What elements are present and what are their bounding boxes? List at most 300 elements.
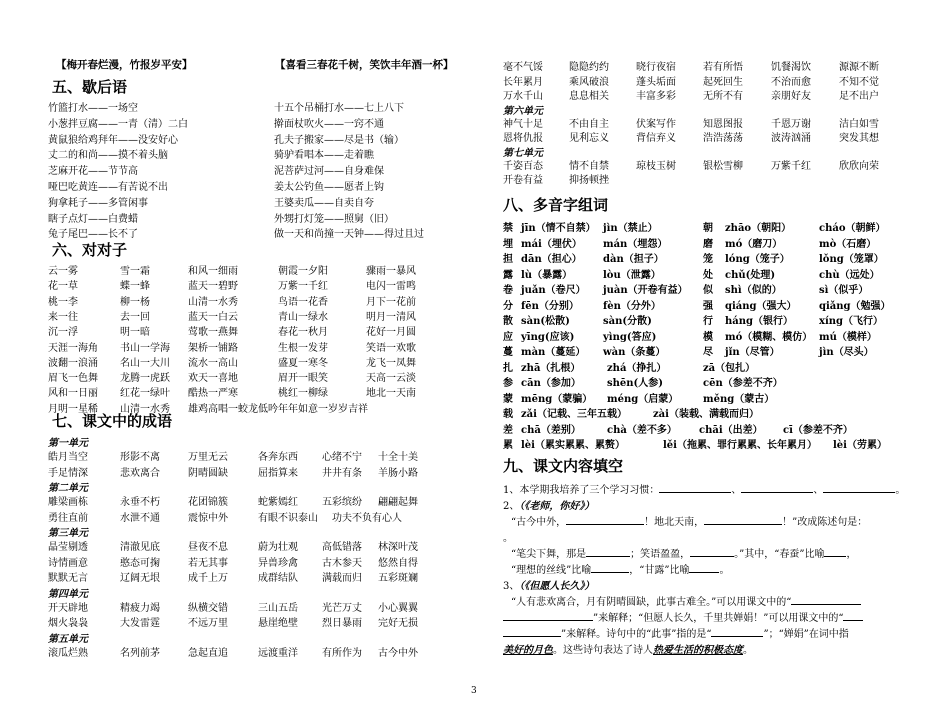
list-cell: 龙飞一凤舞 <box>366 357 416 369</box>
list-cell: 花一草 <box>48 281 78 293</box>
polyphone-cell: 载 <box>503 409 513 420</box>
list-cell: 满载而归 <box>322 573 362 584</box>
question-2-title: （《老师，你好》） <box>519 501 595 512</box>
polyphone-cell: 累 <box>503 440 513 451</box>
blank[interactable] <box>791 594 861 605</box>
polyphone-cell: 模 <box>703 331 713 343</box>
list-cell: 欣欣向荣 <box>839 160 879 172</box>
list-cell: 电闪一雷鸣 <box>366 281 416 293</box>
list-cell: 朝霞一夕阳 <box>278 266 328 277</box>
list-cell: 波翻一浪涌 <box>48 357 98 369</box>
list-cell: 完好无损 <box>378 618 418 629</box>
polyphone-cell: cháo（朝鲜） <box>819 223 886 234</box>
list-cell: 见利忘义 <box>569 133 609 144</box>
list-cell: 笑语一欢歌 <box>366 342 416 354</box>
list-cell: 辽阔无垠 <box>120 573 160 584</box>
polyphone-cell: 行 <box>703 316 713 327</box>
blank[interactable] <box>689 562 719 573</box>
list-cell: 天高一云淡 <box>366 373 416 385</box>
list-cell: 有眼不识泰山 <box>258 512 318 524</box>
polyphone-cell: méng（启蒙） <box>607 393 679 405</box>
blank[interactable] <box>591 562 629 573</box>
blank[interactable] <box>823 482 895 493</box>
list-cell: 烟火袅袅 <box>48 618 88 629</box>
list-cell: 雄鸡高唱一蛟龙低吟 <box>188 403 278 415</box>
q2-text: 。”其中，“春蚕”比喻 <box>734 549 825 560</box>
list-cell: 竹篮打水——一场空 <box>48 103 138 114</box>
list-cell: 万水千山 <box>503 91 543 102</box>
list-cell: 青山一绿水 <box>278 311 328 323</box>
polyphone-cell: 禁 <box>503 223 513 234</box>
list-cell: 长年累月 <box>503 76 543 88</box>
unit-heading: 第四单元 <box>48 588 88 600</box>
polyphone-cell: 埋 <box>503 238 513 250</box>
list-cell: 若有所悟 <box>703 62 743 73</box>
polyphone-cell: yìng(答应) <box>603 331 657 343</box>
q2-text: “笔尖下舞，那是 <box>511 549 587 560</box>
list-cell: 洁白如雪 <box>839 118 879 130</box>
q2-text: ， <box>846 549 857 560</box>
polyphone-cell: cān（参加） <box>521 378 581 389</box>
question-3-number: 3、 <box>503 581 520 592</box>
list-cell: 眉开一眼笑 <box>278 373 328 385</box>
polyphone-cell: sì（似乎） <box>819 285 869 296</box>
list-cell: 地北一天南 <box>366 388 416 400</box>
list-cell: 流水一高山 <box>188 357 238 369</box>
polyphone-cell: chā（差别） <box>521 424 581 436</box>
list-cell: 柳一杨 <box>120 296 150 308</box>
polyphone-cell: 卷 <box>503 285 513 296</box>
list-cell: 诗情画意 <box>48 557 88 569</box>
list-cell: 天涯一海角 <box>48 342 98 354</box>
list-cell: 孔夫子搬家——尽是书（输） <box>274 134 404 146</box>
list-cell: 蓝天一白云 <box>188 311 238 323</box>
header-left-couplet: 【梅开春烂漫，竹报岁平安】 <box>56 59 193 71</box>
list-cell: 银松雪柳 <box>703 160 743 172</box>
q3-text: 。这些诗句表达了诗人 <box>553 645 653 656</box>
list-cell: 姜太公钓鱼——愿者上钩 <box>274 182 384 193</box>
unit-heading: 第六单元 <box>503 105 543 117</box>
question-1-text: 1、本学期我培养了三个学习习惯： <box>503 485 660 496</box>
list-cell: 晶莹剔透 <box>48 542 88 553</box>
blank[interactable] <box>824 546 846 557</box>
list-cell: 足不出户 <box>839 91 879 102</box>
list-cell: 开卷有益 <box>503 175 543 186</box>
polyphone-cell: 参 <box>503 378 513 389</box>
list-cell: 雪一霜 <box>120 266 150 277</box>
q2-text: ；笑语盈盈， <box>630 549 691 560</box>
polyphone-cell: sàn(分散) <box>603 316 652 327</box>
question-3-line-1 <box>511 593 861 608</box>
list-cell: 五彩斑斓 <box>378 573 418 584</box>
list-cell: 蔚为壮观 <box>258 542 298 553</box>
blank[interactable] <box>503 610 593 621</box>
list-cell: 擀面杖吹火——一窍不通 <box>274 118 384 130</box>
list-cell: 雕梁画栋 <box>48 497 88 508</box>
list-cell: 十五个吊桶打水——七上八下 <box>274 103 404 114</box>
blank[interactable] <box>586 546 630 557</box>
polyphone-cell: 分 <box>503 300 513 312</box>
question-3-line-4 <box>503 641 753 656</box>
q2-text: ，“甘露”比喻 <box>629 565 690 576</box>
list-cell: 鸟语一花香 <box>278 296 328 308</box>
polyphone-cell: jìn（禁止） <box>603 223 658 234</box>
polyphone-cell: dān（担心） <box>521 254 582 265</box>
polyphone-cell: qiáng（强大） <box>725 300 797 312</box>
list-cell: 云一雾 <box>48 266 78 277</box>
list-cell: 去一回 <box>120 311 150 323</box>
list-cell: 骑驴看唱本——走着瞧 <box>274 150 374 162</box>
list-cell: 万里无云 <box>188 452 228 463</box>
list-cell: 做一天和尚撞一天钟——得过且过 <box>274 229 424 241</box>
list-cell: 源源不断 <box>839 62 879 73</box>
polyphone-cell: 应 <box>503 331 513 343</box>
polyphone-cell: dàn（担子） <box>603 254 664 265</box>
question-3-line-3 <box>503 625 849 640</box>
list-cell: 哑巴吃黄连——有苦说不出 <box>48 182 168 193</box>
list-cell: 五彩缤纷 <box>322 497 362 508</box>
list-cell: 蓬头垢面 <box>636 76 676 88</box>
polyphone-cell: 差 <box>503 424 513 436</box>
polyphone-cell: zǎi（记载、三年五载） <box>521 409 627 420</box>
blank[interactable] <box>566 514 644 525</box>
section-8-title: 八、多音字组词 <box>503 196 609 214</box>
list-cell: 千恩万谢 <box>771 118 811 130</box>
list-cell: 背信弃义 <box>636 133 676 144</box>
list-cell: 息息相关 <box>569 91 609 102</box>
question-3-line-2 <box>503 609 863 624</box>
list-cell: 芝麻开花——节节高 <box>48 166 138 178</box>
list-cell: 千姿百态 <box>503 160 543 172</box>
list-cell: 勇往直前 <box>48 512 88 524</box>
list-cell: 山清一水秀 <box>120 403 170 415</box>
list-cell: 突发其想 <box>839 133 879 144</box>
list-cell: 恩将仇报 <box>503 133 543 144</box>
polyphone-cell: 担 <box>503 254 513 265</box>
list-cell: 欢天一喜地 <box>188 373 238 385</box>
polyphone-cell: yīng(应该) <box>521 331 575 343</box>
section-6-title: 六、对对子 <box>52 241 128 259</box>
list-cell: 有所作为 <box>322 647 362 659</box>
polyphone-cell: chà（差不多） <box>607 424 677 436</box>
q2-text: “理想的丝线”比喻 <box>511 565 592 576</box>
polyphone-cell: lóng（笼子） <box>725 254 790 265</box>
q2-text: “古今中外， <box>511 517 567 528</box>
list-cell: 盛夏一寒冬 <box>278 357 328 369</box>
unit-heading: 第三单元 <box>48 528 88 539</box>
polyphone-cell: juǎn（卷尺） <box>521 285 586 296</box>
list-cell: 骤雨一暴风 <box>366 266 416 277</box>
q3-text: “人有悲欢离合，月有阴晴圆缺，此事古难全。”可以用课文中的“ <box>511 597 792 608</box>
list-cell: 小葱拌豆腐——一青（清）二白 <box>48 118 188 130</box>
polyphone-cell: měng（蒙古） <box>703 393 775 405</box>
list-cell: 风和一日丽 <box>48 388 98 400</box>
list-cell: 兔子尾巴——长不了 <box>48 229 138 241</box>
list-cell: 山清一水秀 <box>188 296 238 308</box>
list-cell: 小心翼翼 <box>378 602 418 614</box>
list-cell: 桃一李 <box>48 296 78 308</box>
polyphone-cell: 蔓 <box>503 347 513 358</box>
list-cell: 皓月当空 <box>48 452 88 463</box>
list-cell: 憨态可掬 <box>120 557 160 569</box>
list-cell: 黄鼠狼给鸡拜年——没安好心 <box>48 134 178 146</box>
list-cell: 乘风破浪 <box>569 76 609 88</box>
polyphone-cell: chù（远处） <box>819 269 880 281</box>
polyphone-cell: 磨 <box>703 238 713 250</box>
polyphone-cell: mò（石磨） <box>819 238 877 250</box>
list-cell: 春花一秋月 <box>278 327 328 339</box>
polyphone-cell: lǒng（笼罩） <box>819 254 884 265</box>
polyphone-cell: 处 <box>703 269 713 281</box>
list-cell: 来一往 <box>48 311 78 323</box>
polyphone-cell: chāi（出差） <box>699 424 763 436</box>
list-cell: 名山一大川 <box>120 357 170 369</box>
list-cell: 成千上万 <box>188 573 228 584</box>
list-cell: 井井有条 <box>322 467 362 479</box>
polyphone-cell: 笼 <box>703 254 713 265</box>
polyphone-cell: mó（磨刀） <box>725 238 783 250</box>
polyphone-cell: jìn（尽头） <box>819 347 874 358</box>
polyphone-cell: qiǎng（勉强） <box>819 300 891 312</box>
list-cell: 知恩图报 <box>703 118 743 130</box>
list-cell: 心绪不宁 <box>322 452 362 463</box>
list-cell: 急起直追 <box>188 647 228 659</box>
list-cell: 晓行夜宿 <box>636 62 676 73</box>
list-cell: 不远万里 <box>188 618 228 629</box>
list-cell: 各奔东西 <box>258 452 298 463</box>
question-2-line-4 <box>511 561 729 576</box>
list-cell: 波涛汹涌 <box>771 133 811 144</box>
list-cell: 悲欢离合 <box>120 467 160 479</box>
list-cell: 翩翩起舞 <box>378 497 418 508</box>
polyphone-cell: lù（暴露） <box>521 269 573 281</box>
polyphone-cell: shēn(人参) <box>607 378 663 389</box>
question-3-title: （《但愿人长久》） <box>519 581 595 592</box>
blank[interactable] <box>704 514 782 525</box>
list-cell: 若无其事 <box>188 557 228 569</box>
polyphone-cell: 朝 <box>703 223 713 234</box>
section-9-title: 九、课文内容填空 <box>503 457 624 475</box>
list-cell: 丰富多彩 <box>636 91 676 102</box>
list-cell: 莺歌一燕舞 <box>188 327 238 339</box>
list-cell: 生根一发芽 <box>278 342 328 354</box>
list-cell: 饥餐渴饮 <box>771 62 811 73</box>
blank[interactable] <box>503 626 561 637</box>
list-cell: 功夫不负有心人 <box>332 512 402 524</box>
list-cell: 泥菩萨过河——自身难保 <box>274 166 384 178</box>
list-cell: 不治而愈 <box>771 76 811 88</box>
q3-answer: 热爱生活的积极态度 <box>653 645 743 656</box>
blank[interactable] <box>843 610 863 621</box>
list-cell: 蝶一蜂 <box>120 281 150 293</box>
list-cell: 水泄不通 <box>120 512 160 524</box>
list-cell: 月明一星稀 <box>48 403 98 415</box>
list-cell: 隐隐约约 <box>569 62 609 73</box>
list-cell: 远渡重洋 <box>258 647 298 659</box>
polyphone-cell: chǔ(处理) <box>725 269 776 281</box>
polyphone-cell: háng（银行） <box>725 316 794 327</box>
polyphone-cell: mēng（蒙骗） <box>521 393 593 405</box>
polyphone-cell: 露 <box>503 269 513 281</box>
polyphone-cell: juàn（开卷有益） <box>603 285 688 296</box>
polyphone-cell: mán（埋怨） <box>603 238 668 250</box>
list-cell: 滚瓜烂熟 <box>48 647 88 659</box>
question-1: 1、本学期我培养了三个学习习惯： 、 、 。 <box>503 481 905 496</box>
question-2-number: 2、 <box>503 501 520 512</box>
question-2-line-3 <box>511 545 856 560</box>
list-cell: 悠然自得 <box>378 557 418 569</box>
list-cell: 万紫千红 <box>771 160 811 172</box>
list-cell: 成群结队 <box>258 573 298 584</box>
list-cell: 蓝天一碧野 <box>188 281 238 293</box>
question-2-line-2 <box>503 529 513 544</box>
list-cell: 龙腾一虎跃 <box>120 373 170 385</box>
blank[interactable] <box>690 546 734 557</box>
polyphone-cell: mái（埋伏） <box>521 238 582 250</box>
list-cell: 花好一月圆 <box>366 327 416 339</box>
list-cell: 古木参天 <box>322 557 362 569</box>
polyphone-cell: zhá（挣扎） <box>607 362 667 374</box>
polyphone-cell: jīn（情不自禁） <box>521 223 596 234</box>
polyphone-cell: lèi（累实累累、累赘） <box>521 440 625 451</box>
list-cell: 名列前茅 <box>120 647 160 659</box>
list-cell: 眉飞一色舞 <box>48 373 98 385</box>
q3-answer: 美好的月色 <box>503 645 553 656</box>
list-cell: 阴晴圆缺 <box>188 467 228 479</box>
polyphone-cell: fèn（分外） <box>603 300 661 312</box>
polyphone-cell: wàn（条蔓） <box>603 347 666 358</box>
unit-heading: 第一单元 <box>48 438 88 449</box>
page-number: 3 <box>471 686 477 696</box>
list-cell: 林深叶茂 <box>378 542 418 553</box>
question-3-heading <box>503 577 594 592</box>
polyphone-cell: cī（参差不齐） <box>783 424 853 436</box>
list-cell: 情不自禁 <box>569 160 609 172</box>
q3-text: ”来解释；“但愿人长久，千里共婵娟！”可以用课文中的“ <box>593 613 844 624</box>
list-cell: 万紫一千红 <box>278 281 328 293</box>
list-cell: 和风一细雨 <box>188 266 238 277</box>
list-cell: 古今中外 <box>378 647 418 659</box>
list-cell: 神气十足 <box>503 118 543 130</box>
polyphone-cell: 扎 <box>503 362 513 374</box>
list-cell: 浩浩荡荡 <box>703 133 743 144</box>
blank[interactable] <box>711 626 763 637</box>
list-cell: 蛇紫嫣红 <box>258 497 298 508</box>
list-cell: 手足情深 <box>48 467 88 479</box>
list-cell: 精疲力竭 <box>120 602 160 614</box>
list-cell: 震惊中外 <box>188 512 228 524</box>
list-cell: 沉一浮 <box>48 327 78 339</box>
list-cell: 王婆卖瓜——自卖自夸 <box>274 197 374 209</box>
list-cell: 烈日暴雨 <box>322 618 362 629</box>
section-5-title: 五、歇后语 <box>52 78 128 96</box>
polyphone-cell: zhāo（朝阳） <box>725 223 792 234</box>
list-cell: 无所不有 <box>703 91 743 102</box>
polyphone-cell: 蒙 <box>503 393 513 405</box>
list-cell: 不知不觉 <box>839 76 879 88</box>
q3-text: ”来解释。诗句中的“此事”指的是“ <box>561 629 712 640</box>
list-cell: 默默无言 <box>48 573 88 584</box>
list-cell: 琼枝玉树 <box>636 160 676 172</box>
list-cell: 不由自主 <box>569 118 609 130</box>
blank[interactable] <box>659 482 731 493</box>
list-cell: 清澈见底 <box>120 542 160 553</box>
list-cell: 年年如意一岁岁吉祥 <box>278 403 368 415</box>
list-cell: 屈指算来 <box>258 467 298 479</box>
list-cell: 毫不气馁 <box>503 62 543 73</box>
list-cell: 瞎子点灯——白费蜡 <box>48 213 138 225</box>
list-cell: 悬崖绝壁 <box>258 618 298 629</box>
list-cell: 三山五岳 <box>258 602 298 614</box>
list-cell: 架桥一铺路 <box>188 342 238 354</box>
polyphone-cell: zài（装载、满载而归） <box>653 409 759 420</box>
polyphone-cell: 强 <box>703 300 713 312</box>
list-cell: 狗拿耗子——多管闲事 <box>48 197 148 209</box>
list-cell: 异兽珍禽 <box>258 557 298 569</box>
list-cell: 伏案写作 <box>636 118 676 130</box>
polyphone-cell: 似 <box>703 285 713 296</box>
polyphone-cell: màn（蔓延） <box>521 347 586 358</box>
polyphone-cell: 尽 <box>703 347 713 358</box>
question-2-heading <box>503 497 594 512</box>
polyphone-cell: lèi（劳累） <box>833 440 887 451</box>
list-cell: 永垂不朽 <box>120 497 160 508</box>
list-cell: 红花一绿叶 <box>120 388 170 400</box>
unit-heading: 第二单元 <box>48 483 88 494</box>
list-cell: 高低错落 <box>322 542 362 553</box>
list-cell: 开天辟地 <box>48 602 88 614</box>
list-cell: 昼夜不息 <box>188 542 228 553</box>
list-cell: 月下一花前 <box>366 296 416 308</box>
blank[interactable] <box>741 482 813 493</box>
polyphone-cell: zā（包扎） <box>703 362 756 374</box>
unit-heading: 第七单元 <box>503 147 543 159</box>
list-cell: 外甥打灯笼——照舅（旧） <box>274 213 394 225</box>
list-cell: 抑扬顿挫 <box>569 175 609 186</box>
polyphone-cell: lěi（拖累、罪行累累、长年累月） <box>663 440 817 451</box>
header-right-couplet: 【喜看三春花千树，笑饮丰年酒一杯】 <box>275 59 454 71</box>
q2-text: 。 <box>503 533 513 544</box>
q2-text: ！地北天南， <box>644 517 705 528</box>
polyphone-cell: xíng（飞行） <box>819 316 884 327</box>
list-cell: 书山一学海 <box>120 342 170 354</box>
q2-text: ！”改成陈述句是： <box>782 517 868 528</box>
list-cell: 十全十美 <box>378 452 418 463</box>
list-cell: 形影不离 <box>120 452 160 463</box>
list-cell: 纵横交错 <box>188 602 228 614</box>
polyphone-cell: lòu（泄露） <box>603 269 661 281</box>
list-cell: 酷热一严寒 <box>188 388 238 400</box>
q3-text: 。 <box>743 645 753 656</box>
question-2-line-1 <box>511 513 867 528</box>
q2-text: 。 <box>719 565 730 576</box>
list-cell: 明月一清风 <box>366 311 416 323</box>
list-cell: 起死回生 <box>703 76 743 88</box>
list-cell: 大发雷霆 <box>120 618 160 629</box>
list-cell: 明一暗 <box>120 327 150 339</box>
polyphone-cell: 散 <box>503 316 513 327</box>
polyphone-cell: shì（似的） <box>725 285 782 296</box>
list-cell: 光芒万丈 <box>322 602 362 614</box>
section-7-title: 七、课文中的成语 <box>52 412 173 430</box>
q3-text: ”；“婵娟”在词中指 <box>763 629 849 640</box>
polyphone-cell: sàn(松散) <box>521 316 570 327</box>
unit-heading: 第五单元 <box>48 633 88 645</box>
polyphone-cell: cēn（参差不齐） <box>703 378 783 389</box>
list-cell: 羊肠小路 <box>378 467 418 479</box>
list-cell: 桃红一柳绿 <box>278 388 328 400</box>
polyphone-cell: mú（模样） <box>819 331 877 343</box>
